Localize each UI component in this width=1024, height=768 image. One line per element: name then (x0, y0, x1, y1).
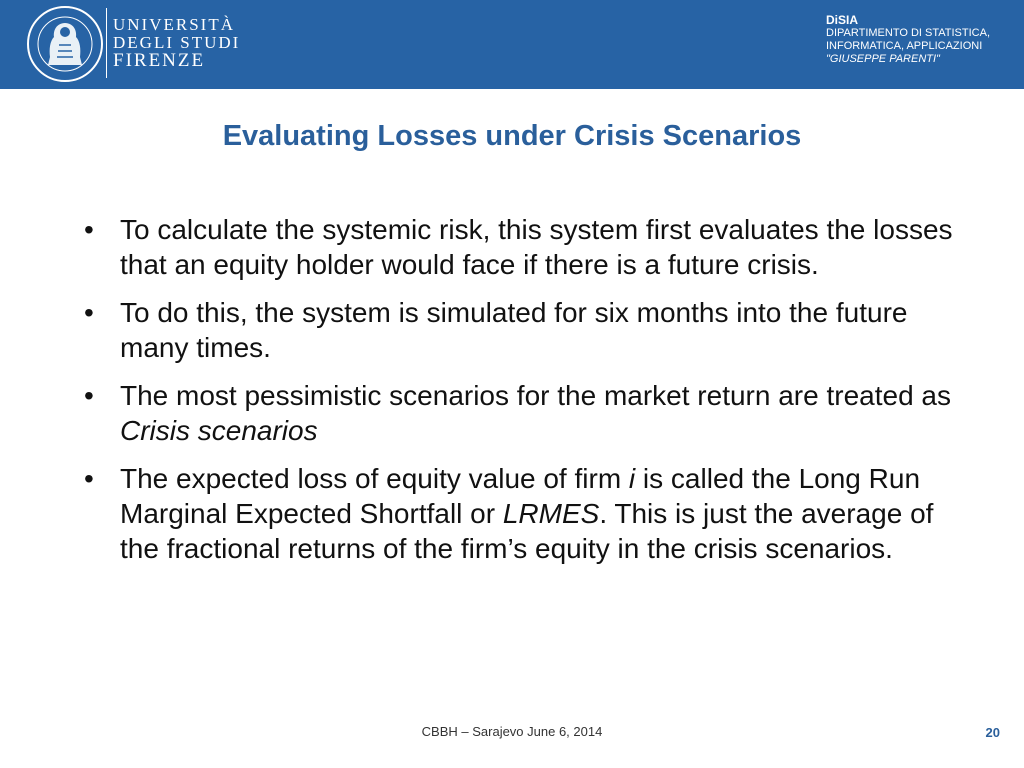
department-line-1: DIPARTIMENTO DI STATISTICA, (826, 27, 990, 39)
bullet-dot: • (84, 297, 94, 328)
bullet-dot: • (84, 380, 94, 411)
bullet-dot: • (84, 214, 94, 245)
university-seal-icon (26, 5, 104, 83)
bullet-text: The expected loss of equity value of firm (120, 463, 629, 494)
department-line-3: "GIUSEPPE PARENTI" (826, 53, 940, 65)
university-line-1: UNIVERSITÀ (113, 15, 235, 34)
department-abbr: DiSIA (826, 13, 859, 27)
bullet-item (76, 295, 956, 365)
bullet-text: To calculate the systemic risk, this system first evaluates the losses that an equity holder would face if there is a future crisis. (120, 214, 953, 280)
slide-title: Evaluating Losses under Crisis Scenarios (222, 120, 802, 152)
university-name (113, 16, 240, 70)
bullet-text: The most pessimistic scenarios for the market return are treated as (120, 380, 951, 411)
bullet-emphasis: i (628, 463, 636, 494)
bullet-text: To do this, the system is simulated for six months into the future many times. (120, 297, 908, 363)
bullet-item (76, 212, 956, 282)
bullet-dot: • (84, 463, 94, 494)
header-bar (0, 0, 1024, 89)
footer-text: CBBH – Sarajevo June 6, 2014 (421, 724, 603, 739)
bullet-text: is called the Long Run Marginal Expected Shortfall or (120, 463, 921, 529)
bullet-emphasis: Crisis scenarios (120, 415, 318, 446)
department-line-2: INFORMATICA, APPLICAZIONI (826, 40, 983, 52)
university-line-2: DEGLI STUDI (113, 33, 241, 52)
bullet-list (76, 212, 956, 579)
university-line-3: FIRENZE (113, 50, 206, 71)
bullet-item (76, 461, 956, 566)
department-info (826, 14, 990, 66)
bullet-text: . This is just the average of the fractional returns of the firm’s equity in the crisis scenarios. (120, 498, 934, 564)
page-number: 20 (985, 725, 1000, 740)
bullet-emphasis: LRMES (502, 498, 600, 529)
bullet-item (76, 378, 956, 448)
logo-divider (106, 8, 107, 78)
